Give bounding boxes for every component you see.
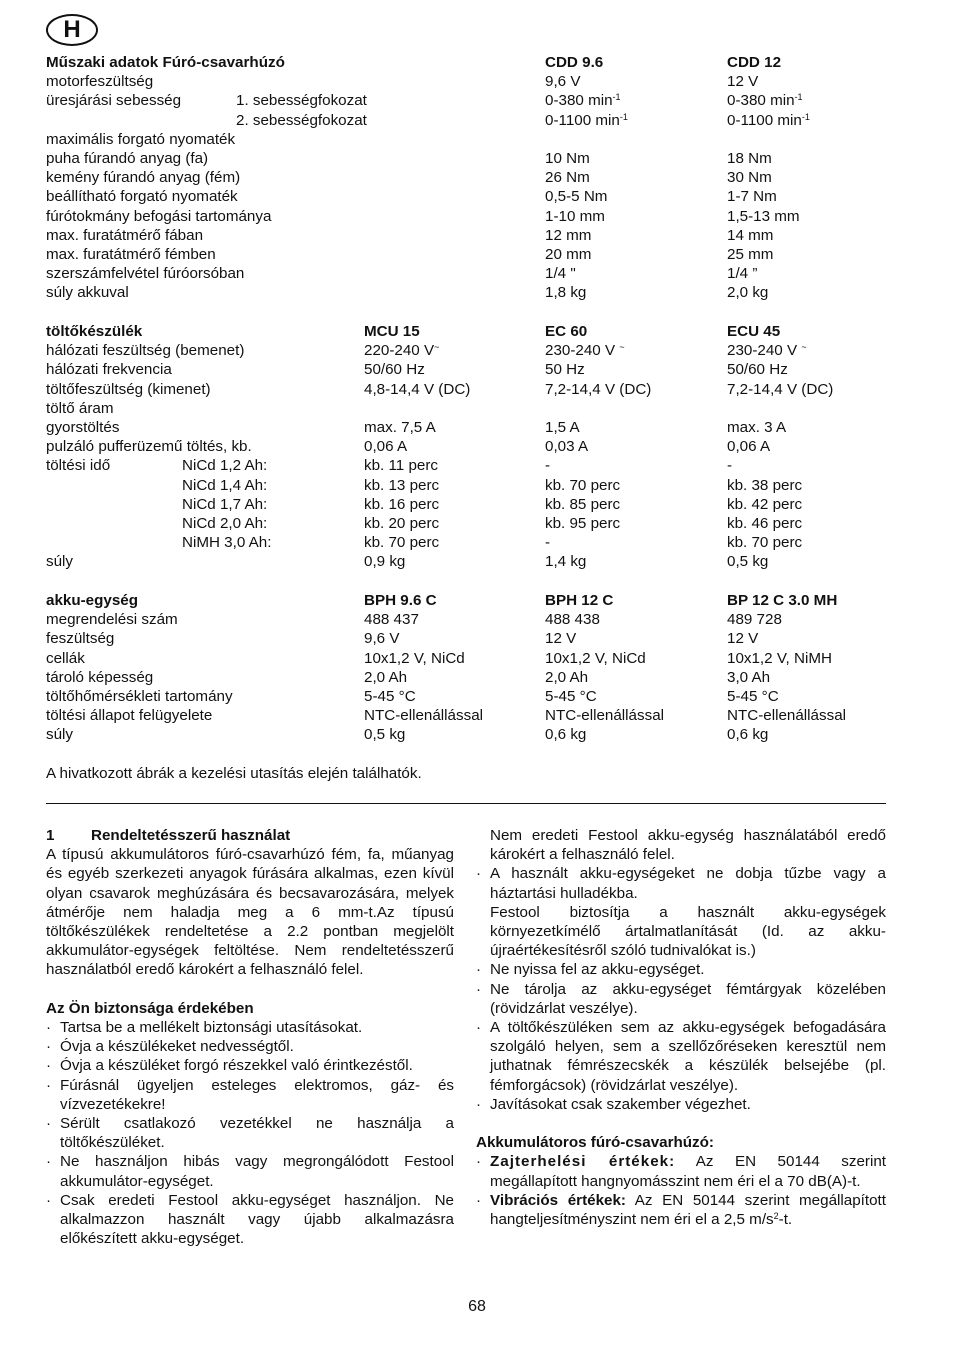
value-ec60: 50 Hz	[545, 361, 585, 379]
table-row	[46, 706, 886, 725]
tech-col-cdd12: CDD 12	[727, 54, 782, 71]
value-cdd12: 2,0 kg	[727, 284, 769, 302]
table-row	[46, 725, 886, 744]
vibration-values	[476, 1191, 886, 1229]
table-row	[46, 245, 886, 264]
table-row	[46, 456, 886, 475]
language-badge: H	[46, 14, 98, 46]
value-ecu45: kb. 70 perc	[727, 534, 803, 552]
charger-col-ecu45: ECU 45	[727, 323, 781, 340]
table-row	[46, 207, 886, 226]
value-ecu45: 0,06 A	[727, 438, 771, 456]
row-sublabel: NiCd 1,2 Ah:	[182, 457, 268, 475]
table-row	[46, 187, 886, 206]
value-cdd96: 1,8 kg	[545, 284, 587, 302]
safety-bullet: · Tartsa be a mellékelt biztonsági utasításokat.	[46, 1018, 454, 1037]
value-bp12c: 0,6 kg	[727, 726, 769, 744]
row-label: beállítható forgató nyomaték	[46, 188, 238, 206]
table-row	[46, 610, 886, 629]
value-bph96c: 5-45 °C	[364, 687, 416, 705]
value-cdd12: 1-7 Nm	[727, 188, 777, 206]
value-ecu45: 7,2-14,4 V (DC)	[727, 380, 834, 398]
table-row	[46, 668, 886, 687]
table-row	[46, 149, 886, 168]
battery-title: akku-egység	[46, 592, 139, 609]
row-label: üresjárási sebesség	[46, 92, 182, 110]
row-sublabel: NiCd 1,4 Ah:	[182, 476, 268, 494]
value-ec60: 1,4 kg	[545, 553, 587, 571]
section-1-heading	[46, 826, 454, 845]
value-ecu45: kb. 38 perc	[727, 476, 803, 494]
charger-table	[46, 322, 886, 571]
row-sublabel: NiMH 3,0 Ah:	[182, 534, 272, 552]
table-row	[46, 91, 886, 110]
ac-superscript: ~	[434, 342, 440, 353]
row-label: töltőfeszültség (kimenet)	[46, 380, 211, 398]
value-cdd12: 30 Nm	[727, 169, 772, 187]
value-bp12c: 3,0 Ah	[727, 668, 771, 686]
tech-data-table	[46, 53, 886, 302]
charger-header-row	[46, 322, 886, 341]
value-mcu15: 0,9 kg	[364, 553, 406, 571]
noise-label: Zajterhelési értékek:	[490, 1153, 676, 1171]
row-label: szerszámfelvétel fúróorsóban	[46, 265, 245, 283]
value-bph96c: 2,0 Ah	[364, 668, 408, 686]
row-label: maximális forgató nyomaték	[46, 130, 236, 148]
value-mcu15: kb. 16 perc	[364, 495, 440, 513]
row-label: töltési állapot felügyelete	[46, 707, 213, 725]
section-1-text: A típusú akkumulátoros fúró-csavarhúzó fém, fa, műanyag és egyéb szerkezeti anyagok fúrására alkalmas, ezen kívül olyan csavarok meghúzására és becsavarozására, melyek átmérője nem haladja meg a 6 mm-t.Az típusú töltőkészülékek rendeltetése a 2.2 pontban megjelölt akkumulátor-egységek feltöltése. Nem rendeltetésszerű használatból eredő károkért a felhasználó felel.	[46, 846, 454, 979]
tech-col-cdd96: CDD 9.6	[545, 54, 604, 71]
value-mcu15: 0,06 A	[364, 438, 408, 456]
safety-bullet: · A használt akku-egységeket ne dobja tűzbe vagy a háztartási hulladékba.	[476, 864, 886, 902]
value-ec60: -	[545, 534, 551, 552]
row-sublabel: NiCd 2,0 Ah:	[182, 514, 268, 532]
value-ec60: 0,03 A	[545, 438, 589, 456]
value-bph96c: NTC-ellenállással	[364, 707, 484, 725]
row-label: hálózati feszültség (bemenet)	[46, 342, 245, 360]
value-cdd96: 20 mm	[545, 245, 592, 263]
value-bph12c: 488 438	[545, 611, 600, 629]
battery-table	[46, 591, 886, 745]
row-label: hálózati frekvencia	[46, 361, 172, 379]
value-mcu15: 220-240 V~	[364, 342, 440, 360]
table-row	[46, 360, 886, 379]
value-cdd12: 0-1100 $\min^{-1}$	[727, 111, 810, 129]
vibration-end: -t.	[778, 1211, 793, 1229]
row-sublabel: 1. sebességfokozat	[236, 92, 367, 110]
row-label: cellák	[46, 649, 85, 667]
value-cdd12: 0-380 $\min^{-1}$	[727, 92, 803, 110]
battery-col-bph12c: BPH 12 C	[545, 592, 614, 609]
table-row	[46, 380, 886, 399]
value-ecu45: kb. 46 perc	[727, 514, 803, 532]
row-label: súly	[46, 553, 74, 571]
value-ec60: kb. 95 perc	[545, 514, 621, 532]
value-bp12c: 489 728	[727, 611, 782, 629]
row-label: töltő áram	[46, 399, 114, 417]
row-label: súly	[46, 726, 74, 744]
value-cdd96: 9,6 V	[545, 73, 581, 91]
value-mcu15: 50/60 Hz	[364, 361, 425, 379]
unit-superscript: -1	[619, 111, 628, 122]
disposal-text: Festool biztosítja a használt akku-egységek környezetkímélő ártalmatlanítását (Id. az akku-újraértékesítésről szóló tudnivalókat is.)	[490, 903, 886, 960]
value-bp12c: NTC-ellenállással	[727, 707, 847, 725]
noise-text: Az EN 50144 szerint megállapított hangnyomásszint nem éri el a 70 dB(A)-t.	[490, 1153, 886, 1190]
value-ecu45: 0,5 kg	[727, 553, 769, 571]
value-bph96c: 0,5 kg	[364, 726, 406, 744]
safety-bullet: · Fúrásnál ügyeljen esteleges elektromos, gáz- és vízvezetékekre!	[46, 1076, 454, 1114]
row-label: max. furatátmérő fában	[46, 226, 204, 244]
safety-bullet: · Óvja a készüléket forgó részekkel való érintkezéstől.	[46, 1056, 454, 1075]
row-label: feszültség	[46, 630, 115, 648]
safety-bullet: · Csak eredeti Festool akku-egységet használjon. Ne alkalmazzon használt vagy újabb alkalmazásra előkészített akku-egységet.	[46, 1191, 454, 1249]
table-row	[46, 418, 886, 437]
table-row	[46, 476, 886, 495]
table-row	[46, 399, 886, 418]
battery-col-bph96c: BPH 9.6 C	[364, 592, 437, 609]
table-row	[46, 283, 886, 302]
value-bph12c: 5-45 °C	[545, 687, 597, 705]
value-cdd96: 0-1100 $\min^{-1}$	[545, 111, 628, 129]
value-bph12c: 12 V	[545, 630, 577, 648]
value-cdd12: 1,5-13 mm	[727, 207, 800, 225]
value-cdd96: 10 Nm	[545, 149, 590, 167]
value-ecu45: kb. 42 perc	[727, 495, 803, 513]
vibration-text: Az EN 50144 szerint megállapított hangteljesítményszint nem éri el a 2,5 m/s	[490, 1191, 886, 1229]
value-cdd12: 18 Nm	[727, 149, 772, 167]
right-column	[476, 826, 886, 1229]
table-row	[46, 111, 886, 130]
value-mcu15: 4,8-14,4 V (DC)	[364, 380, 471, 398]
table-row	[46, 341, 886, 360]
charger-col-ec60: EC 60	[545, 323, 588, 340]
table-row	[46, 687, 886, 706]
value-cdd96: 12 mm	[545, 226, 592, 244]
safety-bullet: · Ne tárolja az akku-egységet fémtárgyak közelében (rövidzárlat veszélye).	[476, 980, 886, 1018]
value-mcu15: max. 7,5 A	[364, 418, 436, 436]
table-row	[46, 72, 886, 91]
row-label: kemény fúrandó anyag (fém)	[46, 169, 241, 187]
value-bph12c: 2,0 Ah	[545, 668, 589, 686]
noise-values	[476, 1152, 886, 1190]
vibration-sup: 2	[773, 1211, 779, 1222]
drill-section-heading: Akkumulátoros fúró-csavarhúzó:	[476, 1134, 714, 1152]
safety-bullet: · Óvja a készülékeket nedvességtől.	[46, 1037, 454, 1056]
value-bph96c: 10x1,2 V, NiCd	[364, 649, 465, 667]
value-ecu45: max. 3 A	[727, 418, 787, 436]
value-cdd96: 1/4 "	[545, 265, 576, 283]
value-cdd96: 0-380 $\min^{-1}$	[545, 92, 621, 110]
value-bph12c: 0,6 kg	[545, 726, 587, 744]
unit-superscript: -1	[612, 92, 621, 103]
value-ecu45: 230-240 V ~	[727, 342, 807, 360]
row-label: pulzáló pufferüzemű töltés, kb.	[46, 438, 252, 456]
row-label: fúrótokmány befogási tartománya	[46, 207, 272, 225]
table-row	[46, 130, 886, 149]
value-bph12c: 10x1,2 V, NiCd	[545, 649, 646, 667]
value-ecu45: -	[727, 457, 733, 475]
value-bp12c: 12 V	[727, 630, 759, 648]
value-cdd12: 25 mm	[727, 245, 774, 263]
value-bph12c: NTC-ellenállással	[545, 707, 665, 725]
value-cdd96: 26 Nm	[545, 169, 590, 187]
value-ec60: kb. 85 perc	[545, 495, 621, 513]
safety-bullet: · Ne használjon hibás vagy megrongálódott Festool akkumulátor-egységet.	[46, 1152, 454, 1190]
value-mcu15: kb. 70 perc	[364, 534, 440, 552]
value-ecu45: 50/60 Hz	[727, 361, 788, 379]
value-ec60: -	[545, 457, 551, 475]
section-1-title: Rendeltetésszerű használat	[91, 827, 291, 844]
row-label: súly akkuval	[46, 284, 129, 302]
value-cdd96: 0,5-5 Nm	[545, 188, 608, 206]
vibration-label: Vibrációs értékek:	[490, 1191, 626, 1209]
row-label: puha fúrandó anyag (fa)	[46, 149, 209, 167]
row-label: töltőhőmérsékleti tartomány	[46, 687, 233, 705]
value-ec60: 1,5 A	[545, 418, 580, 436]
battery-header-row	[46, 591, 886, 610]
table-row	[46, 649, 886, 668]
divider	[46, 803, 886, 804]
safety-bullet: · Sérült csatlakozó vezetékkel ne használja a töltőkészüléket.	[46, 1114, 454, 1152]
tech-header-row	[46, 53, 886, 72]
value-mcu15: kb. 13 perc	[364, 476, 440, 494]
table-row	[46, 264, 886, 283]
value-cdd12: 12 V	[727, 73, 759, 91]
value-bph96c: 488 437	[364, 611, 419, 629]
safety-bullet: · Ne nyissa fel az akku-egységet.	[476, 960, 886, 979]
value-cdd96: 1-10 mm	[545, 207, 605, 225]
row-label: motorfeszültség	[46, 73, 154, 91]
value-bp12c: 5-45 °C	[727, 687, 779, 705]
table-row	[46, 629, 886, 648]
unit-superscript: -1	[801, 111, 810, 122]
left-column	[46, 826, 454, 1248]
ac-superscript: ~	[801, 342, 807, 353]
battery-col-bp12c: BP 12 C 3.0 MH	[727, 592, 838, 609]
safety-bullet: · Javításokat csak szakember végezhet.	[476, 1095, 886, 1114]
tech-title: Műszaki adatok Fúró-csavarhúzó	[46, 54, 285, 71]
value-bp12c: 10x1,2 V, NiMH	[727, 649, 832, 667]
page-number: 68	[468, 1298, 486, 1315]
value-cdd12: 1/4 ”	[727, 265, 758, 283]
row-label: tároló képesség	[46, 668, 154, 686]
charger-title: töltőkészülék	[46, 323, 143, 340]
value-ec60: 230-240 V ~	[545, 342, 625, 360]
safety-list	[46, 1018, 454, 1248]
row-label: max. furatátmérő fémben	[46, 245, 216, 263]
row-label: töltési idő	[46, 457, 111, 475]
value-mcu15: kb. 20 perc	[364, 514, 440, 532]
value-cdd12: 14 mm	[727, 226, 774, 244]
continued-text: Nem eredeti Festool akku-egység használatából eredő károkért a felhasználó felel.	[490, 827, 886, 864]
row-sublabel: NiCd 1,7 Ah:	[182, 495, 268, 513]
value-ec60: kb. 70 perc	[545, 476, 621, 494]
table-row	[46, 226, 886, 245]
table-row	[46, 437, 886, 456]
table-row	[46, 495, 886, 514]
section-1-number: 1	[46, 827, 55, 844]
charger-col-mcu15: MCU 15	[364, 323, 420, 340]
figure-note: A hivatkozott ábrák a kezelési utasítás elején találhatók.	[46, 765, 422, 782]
row-sublabel: 2. sebességfokozat	[236, 111, 367, 129]
row-label: megrendelési szám	[46, 611, 178, 629]
safety-heading: Az Ön biztonsága érdekében	[46, 999, 254, 1017]
table-row	[46, 514, 886, 533]
safety-bullet: · A töltőkészüléken sem az akku-egységek befogadására szolgáló helyen, sem a szellőzőréseken keresztül nem juthatnak fémrészecskék a készülék belsejébe (pl. fémforgácsok) (rövidzárlat veszélye).	[476, 1018, 886, 1095]
table-row	[46, 168, 886, 187]
value-bph96c: 9,6 V	[364, 630, 400, 648]
table-row	[46, 552, 886, 571]
value-mcu15: kb. 11 perc	[364, 457, 439, 475]
value-ec60: 7,2-14,4 V (DC)	[545, 380, 652, 398]
unit-superscript: -1	[794, 92, 803, 103]
ac-superscript: ~	[619, 342, 625, 353]
row-label: gyorstöltés	[46, 418, 120, 436]
table-row	[46, 533, 886, 552]
